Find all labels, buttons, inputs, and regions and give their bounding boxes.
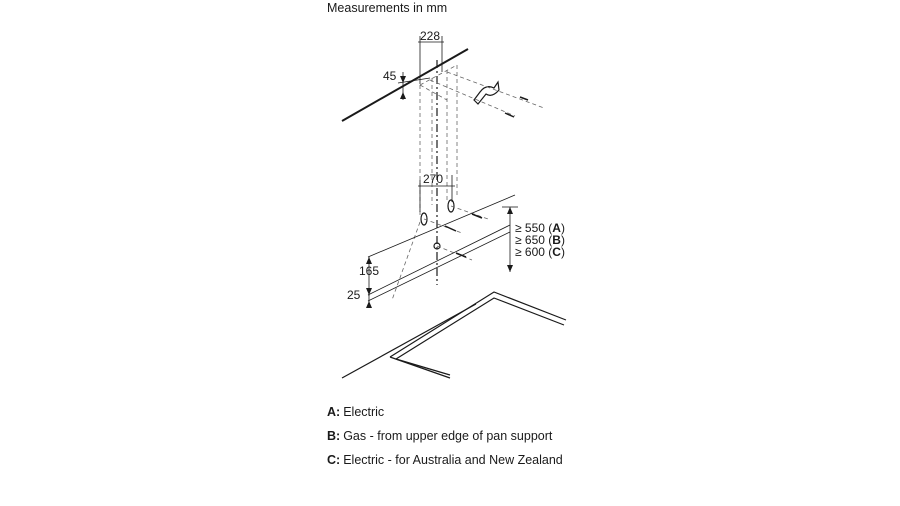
dim-165-label: 165 [359, 264, 380, 278]
dim-25-label: 25 [347, 288, 361, 302]
dim-270-label: 270 [423, 172, 444, 186]
measurements-title: Measurements in mm [327, 1, 448, 15]
legend-item-a: A: Electric [327, 405, 385, 419]
clearance-a-label: ≥ 550 (A) [515, 221, 565, 235]
clearance-b-label: ≥ 650 (B) [515, 233, 565, 247]
chimney-outline [420, 65, 457, 218]
hood-edge-lines [368, 195, 515, 301]
dim-45-label: 45 [383, 69, 397, 83]
clearance-dimension [502, 207, 565, 272]
clearance-c-label: ≥ 600 (C) [515, 245, 565, 259]
cooktop [342, 292, 566, 378]
legend-item-b: B: Gas - from upper edge of pan support [327, 429, 553, 443]
legend-item-c: C: Electric - for Australia and New Zealand [327, 453, 563, 467]
dim-228-label: 228 [420, 29, 441, 43]
ceiling-line [342, 49, 468, 121]
